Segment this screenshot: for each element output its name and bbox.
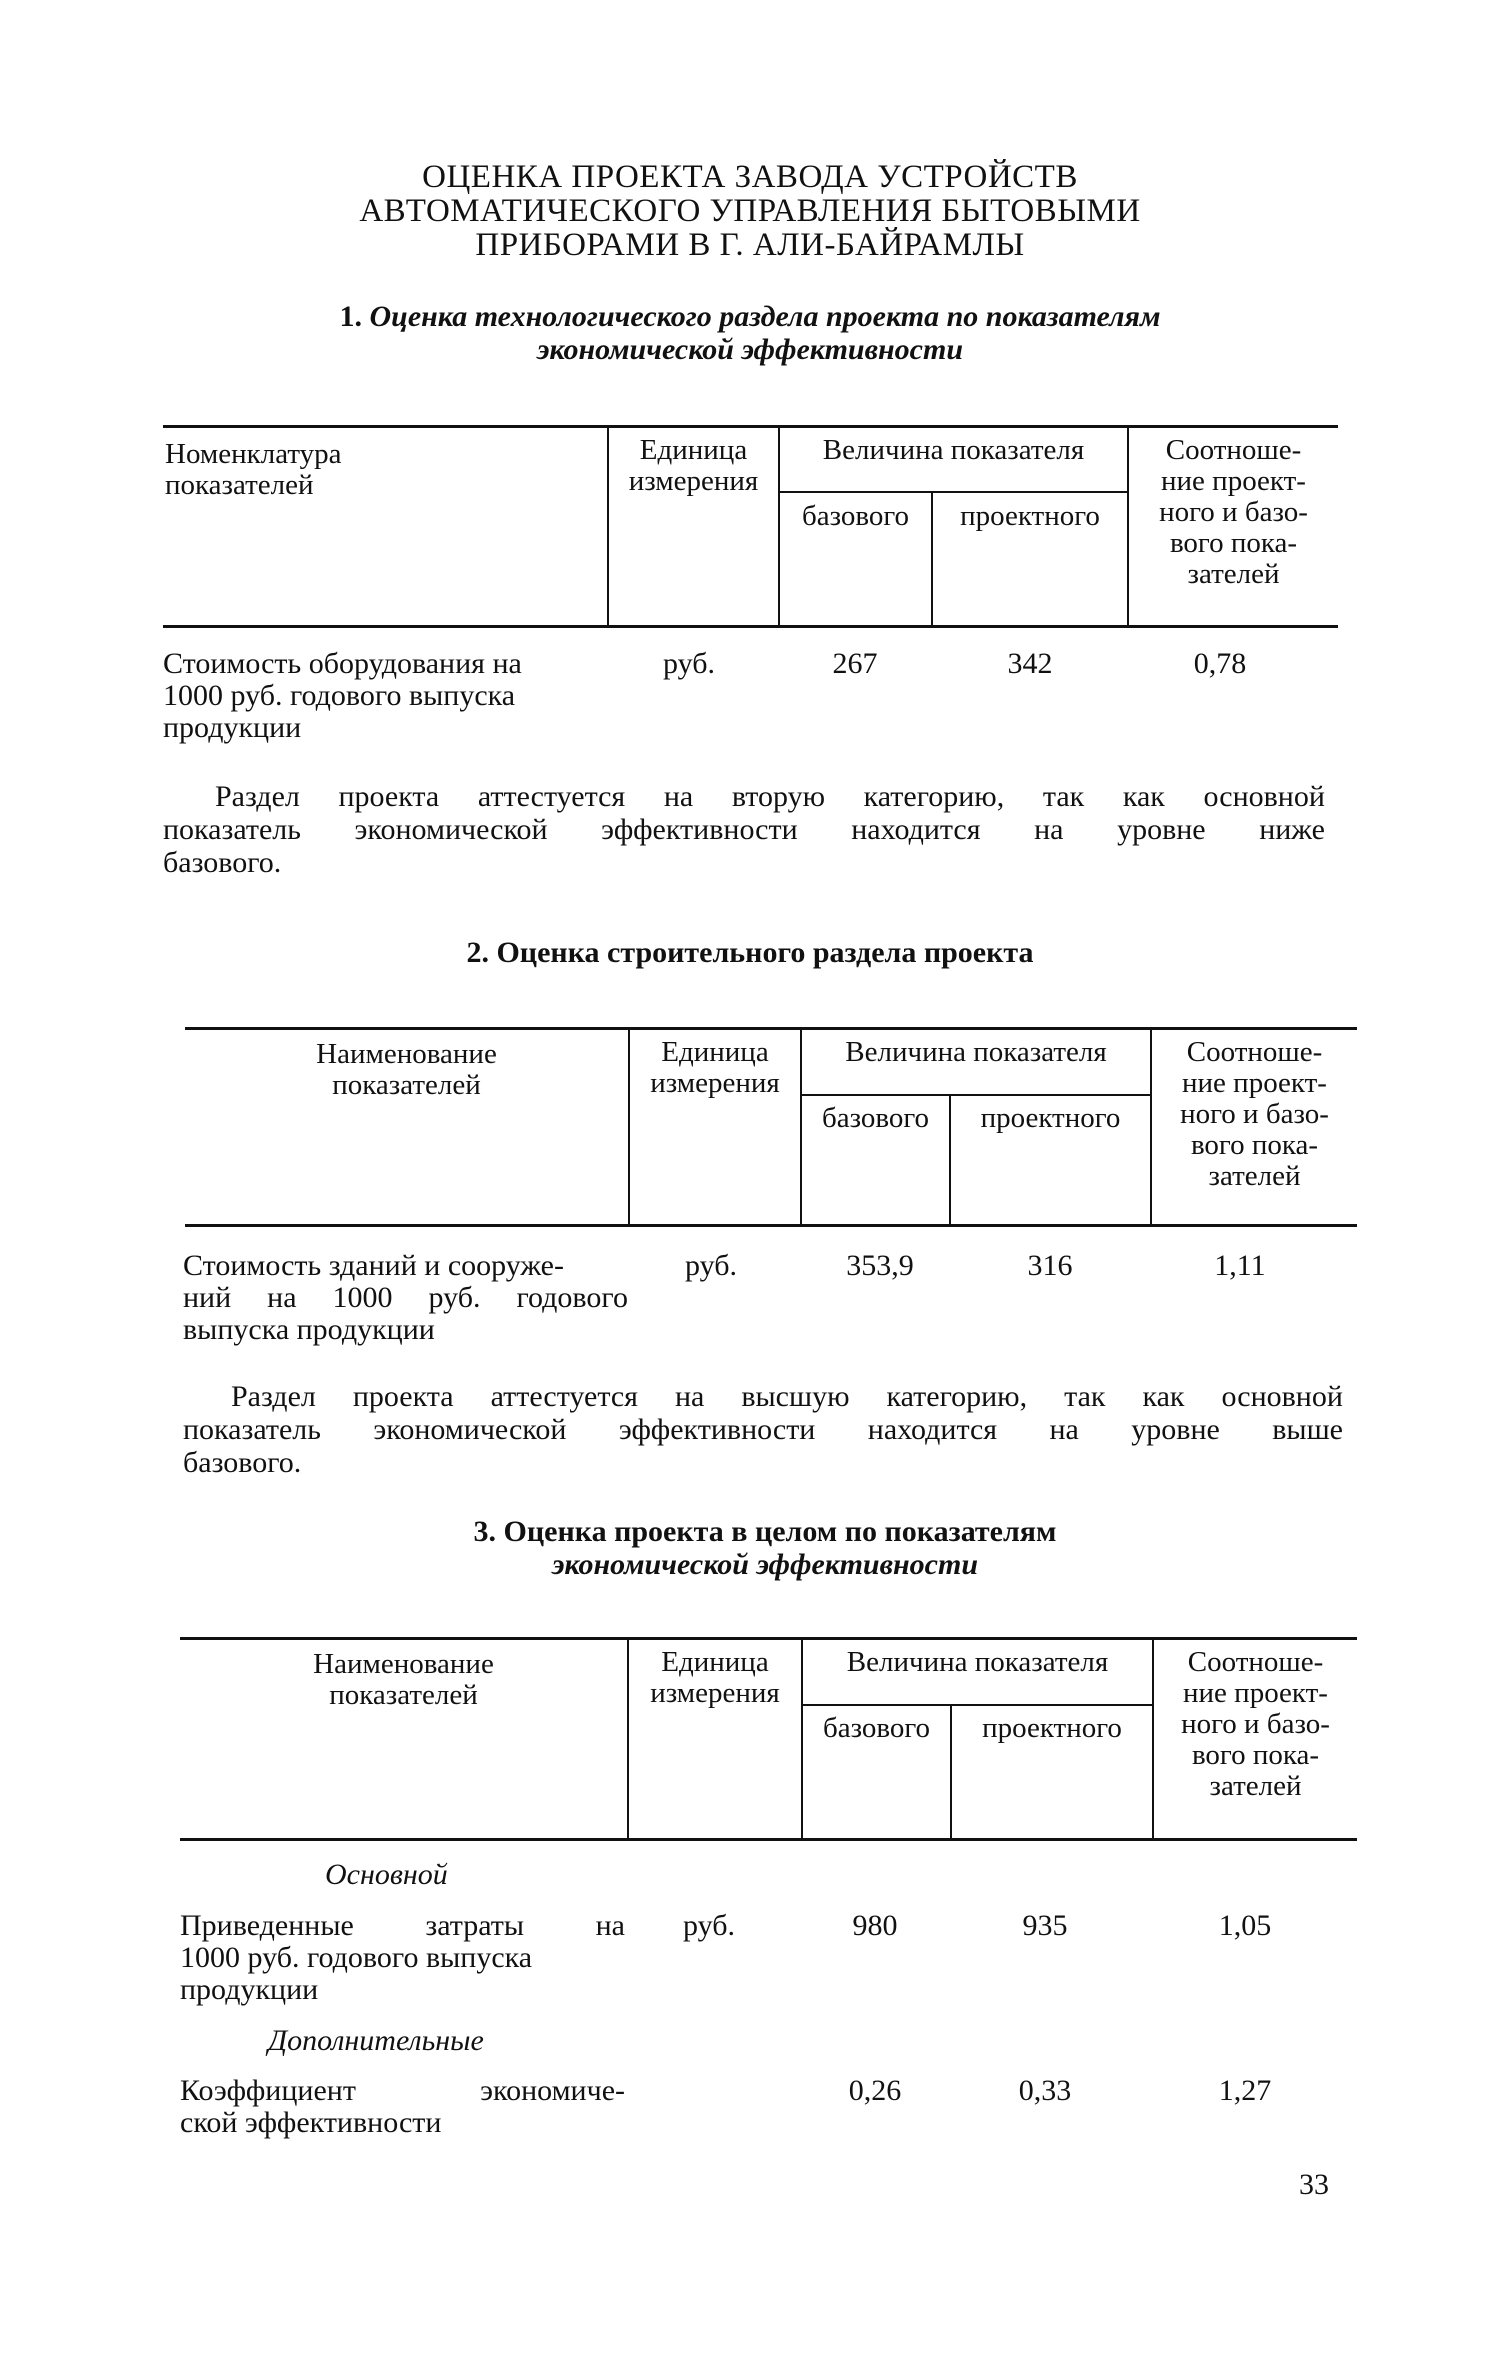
s3-row-extra-ratio: 1,27 (1218, 2074, 1272, 2107)
section-1-heading-line-2: экономической эффективности (536, 333, 964, 366)
s3-group-main-label: Основной (325, 1858, 448, 1891)
section-1-heading-line-1: Оценка технологического раздела проекта по показателям (369, 300, 1161, 333)
page-title-line-2: АВТОМАТИЧЕСКОГО УПРАВЛЕНИЯ БЫТОВЫМИ (359, 193, 1141, 229)
s3-col-base-header: базового (822, 1712, 931, 1744)
s3-row-main-unit: руб. (683, 1909, 735, 1942)
s2-col-unit-header: Единица измерения (650, 1036, 780, 1099)
s1-row-base: 267 (832, 647, 878, 680)
s2-col-project-header: проектного (980, 1102, 1121, 1134)
s1-col-project-header: проектного (960, 500, 1100, 532)
s3-row-extra-base: 0,26 (848, 2074, 902, 2107)
s2-row-ratio: 1,11 (1214, 1249, 1266, 1282)
section-1-table-header (163, 425, 1338, 628)
s1-row-unit: руб. (663, 647, 715, 680)
section-3-heading: 3. Оценка проекта в целом по показателям экономической эффективности (473, 1515, 1057, 1581)
s1-row-ratio: 0,78 (1193, 647, 1247, 680)
s1-col-base-header: базового (801, 500, 910, 532)
s3-col-ratio-header: Соотноше- ние проект- ного и базо- вого пока- зателей (1181, 1646, 1330, 1802)
section-2-heading: 2. Оценка строительного раздела проекта (466, 936, 1034, 969)
s3-row-extra-project: 0,33 (1018, 2074, 1072, 2107)
s1-col-ratio-header: Соотноше- ние проект- ного и базо- вого пока- зателей (1159, 434, 1308, 590)
s1-row-project: 342 (1007, 647, 1053, 680)
s3-col-name-header: Наименование показателей (313, 1648, 494, 1711)
s2-col-name-header: Наименование показателей (316, 1038, 497, 1101)
s1-col-value-header: Величина показателя (822, 434, 1085, 466)
section-1-conclusion: Раздел проекта аттестуется на вторую категорию, так как основной показатель экономической эффективности находится на уровне ниже базового. (163, 780, 1325, 879)
s2-row-name: Стоимость зданий и сооруже- ний на 1000 руб. годового выпуска продукции (183, 1249, 628, 1346)
page-number: 33 (1299, 2168, 1329, 2201)
s3-row-main-project: 935 (1022, 1909, 1068, 1942)
section-1-heading (240, 300, 1260, 366)
section-2-conclusion: Раздел проекта аттестуется на высшую категорию, так как основной показатель экономической эффективности находится на уровне выше базового. (183, 1380, 1343, 1479)
page-title-line-1: ОЦЕНКА ПРОЕКТА ЗАВОДА УСТРОЙСТВ (422, 159, 1078, 195)
s3-row-main-base: 980 (852, 1909, 898, 1942)
s3-row-main-ratio: 1,05 (1218, 1909, 1272, 1942)
page-title-line-3: ПРИБОРАМИ В Г. АЛИ-БАЙРАМЛЫ (475, 227, 1025, 263)
s2-col-base-header: базового (821, 1102, 930, 1134)
s3-row-main-name: Приведенные затраты на 1000 руб. годового выпуска продукции (180, 1909, 625, 2006)
s1-row-name: Стоимость оборудования на 1000 руб. годового выпуска продукции (163, 647, 522, 744)
s3-col-value-header: Величина показателя (846, 1646, 1109, 1678)
s2-row-project: 316 (1027, 1249, 1073, 1282)
s2-row-base: 353,9 (846, 1249, 914, 1282)
s2-row-unit: руб. (685, 1249, 737, 1282)
s1-col-unit-header: Единица измерения (628, 434, 759, 497)
s3-col-project-header: проектного (982, 1712, 1122, 1744)
s1-col-name-header: Номенклатура показателей (165, 438, 342, 501)
s3-group-extra-label: Дополнительные (268, 2024, 484, 2057)
s2-col-ratio-header: Соотноше- ние проект- ного и базо- вого пока- зателей (1180, 1036, 1329, 1192)
s3-col-unit-header: Единица измерения (650, 1646, 780, 1709)
section-1-number: 1. (339, 300, 362, 333)
s2-col-value-header: Величина показателя (845, 1036, 1107, 1068)
s3-row-extra-name: Коэффициент экономиче- ской эффективности (180, 2074, 625, 2139)
page-title (200, 160, 1300, 262)
